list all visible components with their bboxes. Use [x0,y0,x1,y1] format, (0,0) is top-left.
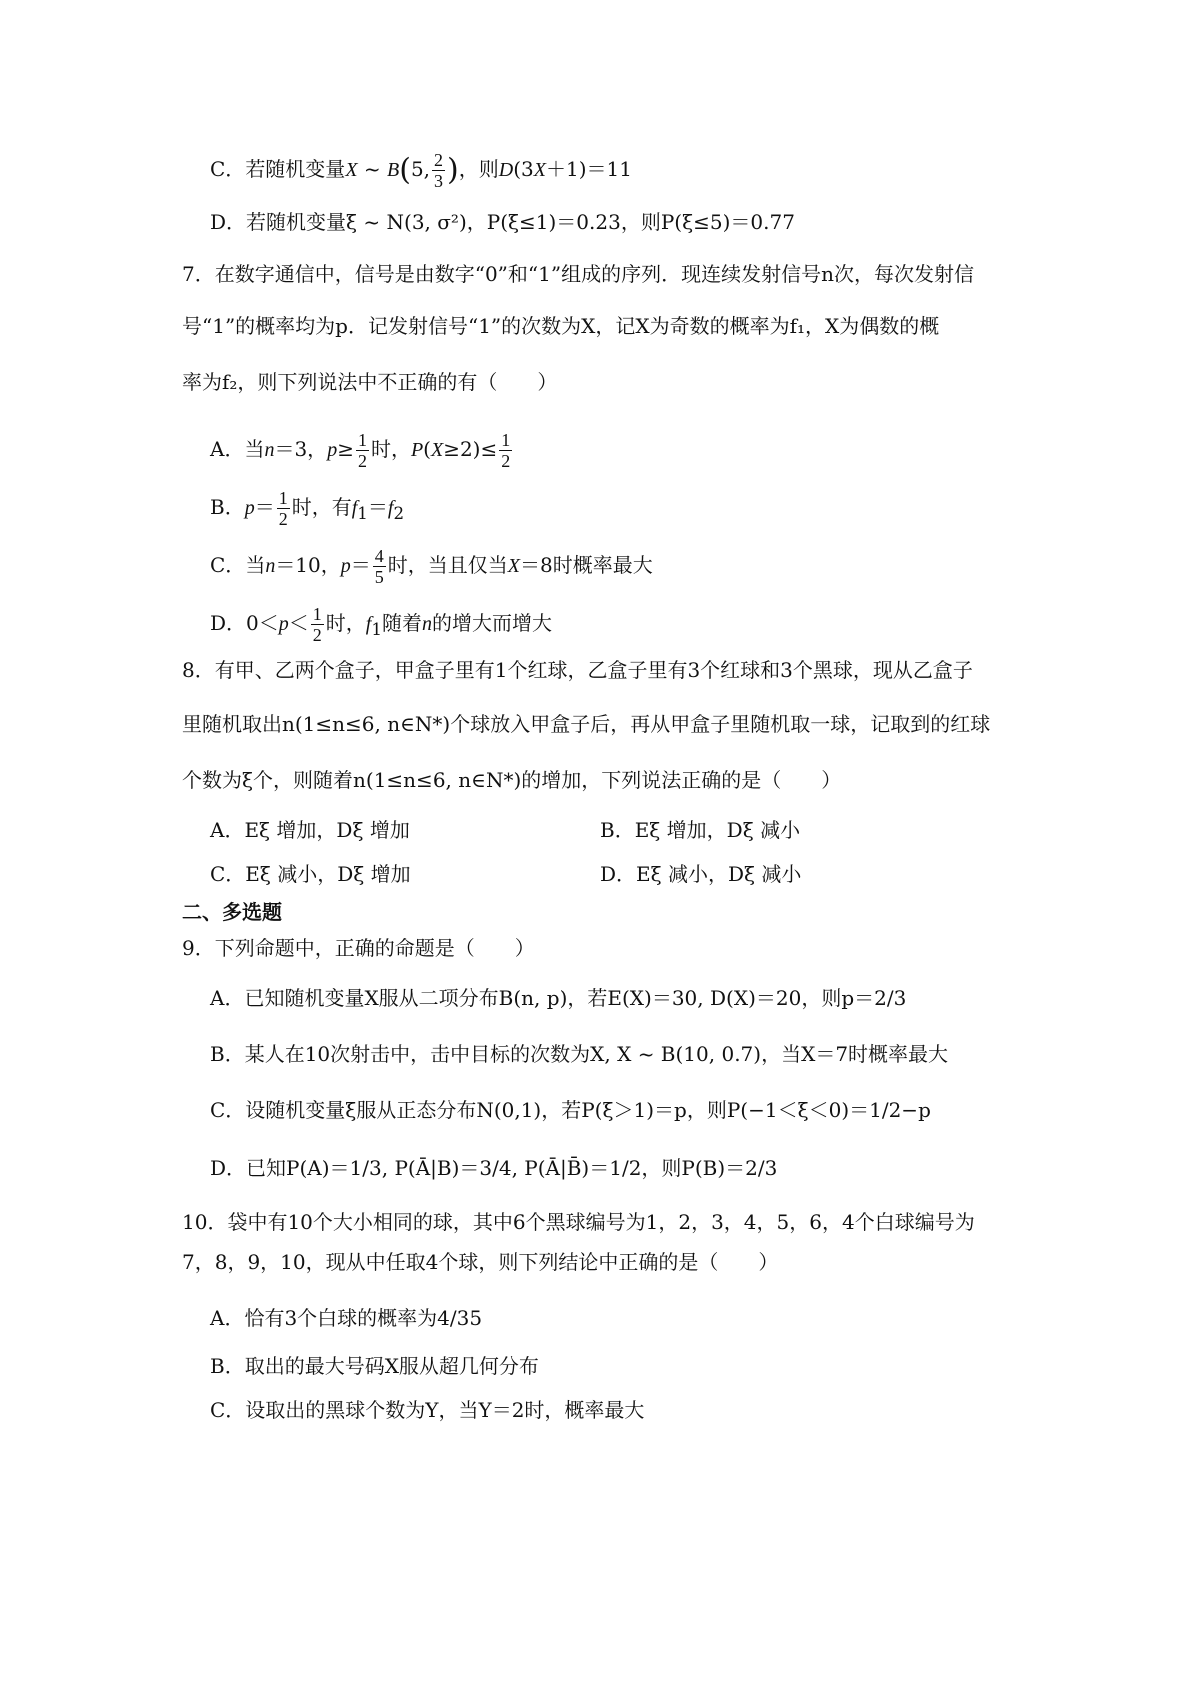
q6-option-d-label: D． [210,210,247,234]
q8-line-2: 里随机取出n(1≤n≤6, n∈N*)个球放入甲盒子后，再从甲盒子里随机取一球，记取到的红球 [182,712,991,736]
fraction: $\frac{1}{2}$ [312,604,322,645]
fraction: $\frac{4}{5}$ [374,546,384,587]
q9-option-b: B．某人在10次射击中，击中目标的次数为X, X ~ B(10, 0.7)，当X＝7时概率最大 [210,1042,949,1066]
q7-line-2: 号“1”的概率均为p．记发射信号“1”的次数为X，记X为奇数的概率为f₁，X为偶数的概 [182,314,940,338]
q10-option-b: B．取出的最大号码X服从超几何分布 [210,1354,539,1378]
q10-line-2: 7，8，9，10，现从中任取4个球，则下列结论中正确的是（ ） [182,1250,779,1274]
q6-option-c-text: 若随机变量X ~ B(5, $\frac{2}{3}$ )，则D(3X＋1)＝11 [245,150,632,191]
q8-option-b: B．Eξ 增加，Dξ 减小 [600,818,801,842]
q6-option-c [210,150,632,191]
q7-option-c-label: C． [210,553,246,577]
section-heading: 二、多选题 [182,900,282,924]
q6-option-d-text: 若随机变量ξ ~ N(3, σ²)，P(ξ≤1)＝0.23，则P(ξ≤5)＝0.77 [246,210,795,234]
q7-option-a: A．当n＝3，p≥ $\frac{1}{2}$ 时，P(X≥2)≤ $\frac{1}{2}$ [210,430,511,471]
q9-stem: 9．下列命题中，正确的命题是（ ） [182,936,535,960]
fraction: $\frac{2}{3}$ [434,150,444,191]
q6-option-d [210,210,795,234]
q7-option-c: C．当n＝10，p＝ $\frac{4}{5}$ 时，当且仅当X＝8时概率最大 [210,546,653,587]
fraction: $\frac{1}{2}$ [501,430,511,471]
q10-option-c: C．设取出的黑球个数为Y，当Y＝2时，概率最大 [210,1398,645,1422]
q7-line-3: 率为f₂，则下列说法中不正确的有（ ） [182,370,558,394]
q6-option-c-label: C． [210,157,246,181]
q7-option-b-label: B． [210,495,245,519]
q7-option-d-label: D． [210,611,247,635]
q9-option-c: C．设随机变量ξ服从正态分布N(0,1)，若P(ξ＞1)＝p，则P(−1＜ξ＜0)＝1/2−p [210,1098,931,1122]
q9-option-d: D．已知P(A)＝1/3, P(Ā|B)＝3/4, P(Ā|B̄)＝1/2，则P(B)＝2/3 [210,1156,778,1180]
q10-option-a: A．恰有3个白球的概率为4/35 [210,1306,483,1330]
q8-line-3: 个数为ξ个，则随着n(1≤n≤6, n∈N*)的增加，下列说法正确的是（ ） [182,768,842,792]
fraction: $\frac{1}{2}$ [357,430,367,471]
fraction: $\frac{1}{2}$ [278,488,288,529]
q7-option-d: D．0＜p＜ $\frac{1}{2}$ 时，$f_1$随着n的增大而增大 [210,604,552,645]
q8-option-c: C．Eξ 减小，Dξ 增加 [210,862,411,886]
q9-option-a: A．已知随机变量X服从二项分布B(n, p)，若E(X)＝30, D(X)＝20，则p＝2/3 [210,986,907,1010]
q8-option-a: A．Eξ 增加，Dξ 增加 [210,818,410,842]
q7-option-a-label: A． [210,437,245,461]
q7-option-b: B．p＝ $\frac{1}{2}$ 时，有$f_1=f_2$ [210,488,405,529]
q8-option-d: D．Eξ 减小，Dξ 减小 [600,862,802,886]
q10-line-1: 10．袋中有10个大小相同的球，其中6个黑球编号为1，2，3，4，5，6，4个白球编号为 [182,1210,975,1234]
q7-line-1: 7．在数字通信中，信号是由数字“0”和“1”组成的序列．现连续发射信号n次，每次发射信 [182,262,974,286]
q8-line-1: 8．有甲、乙两个盒子，甲盒子里有1个红球，乙盒子里有3个红球和3个黑球，现从乙盒子 [182,658,973,682]
